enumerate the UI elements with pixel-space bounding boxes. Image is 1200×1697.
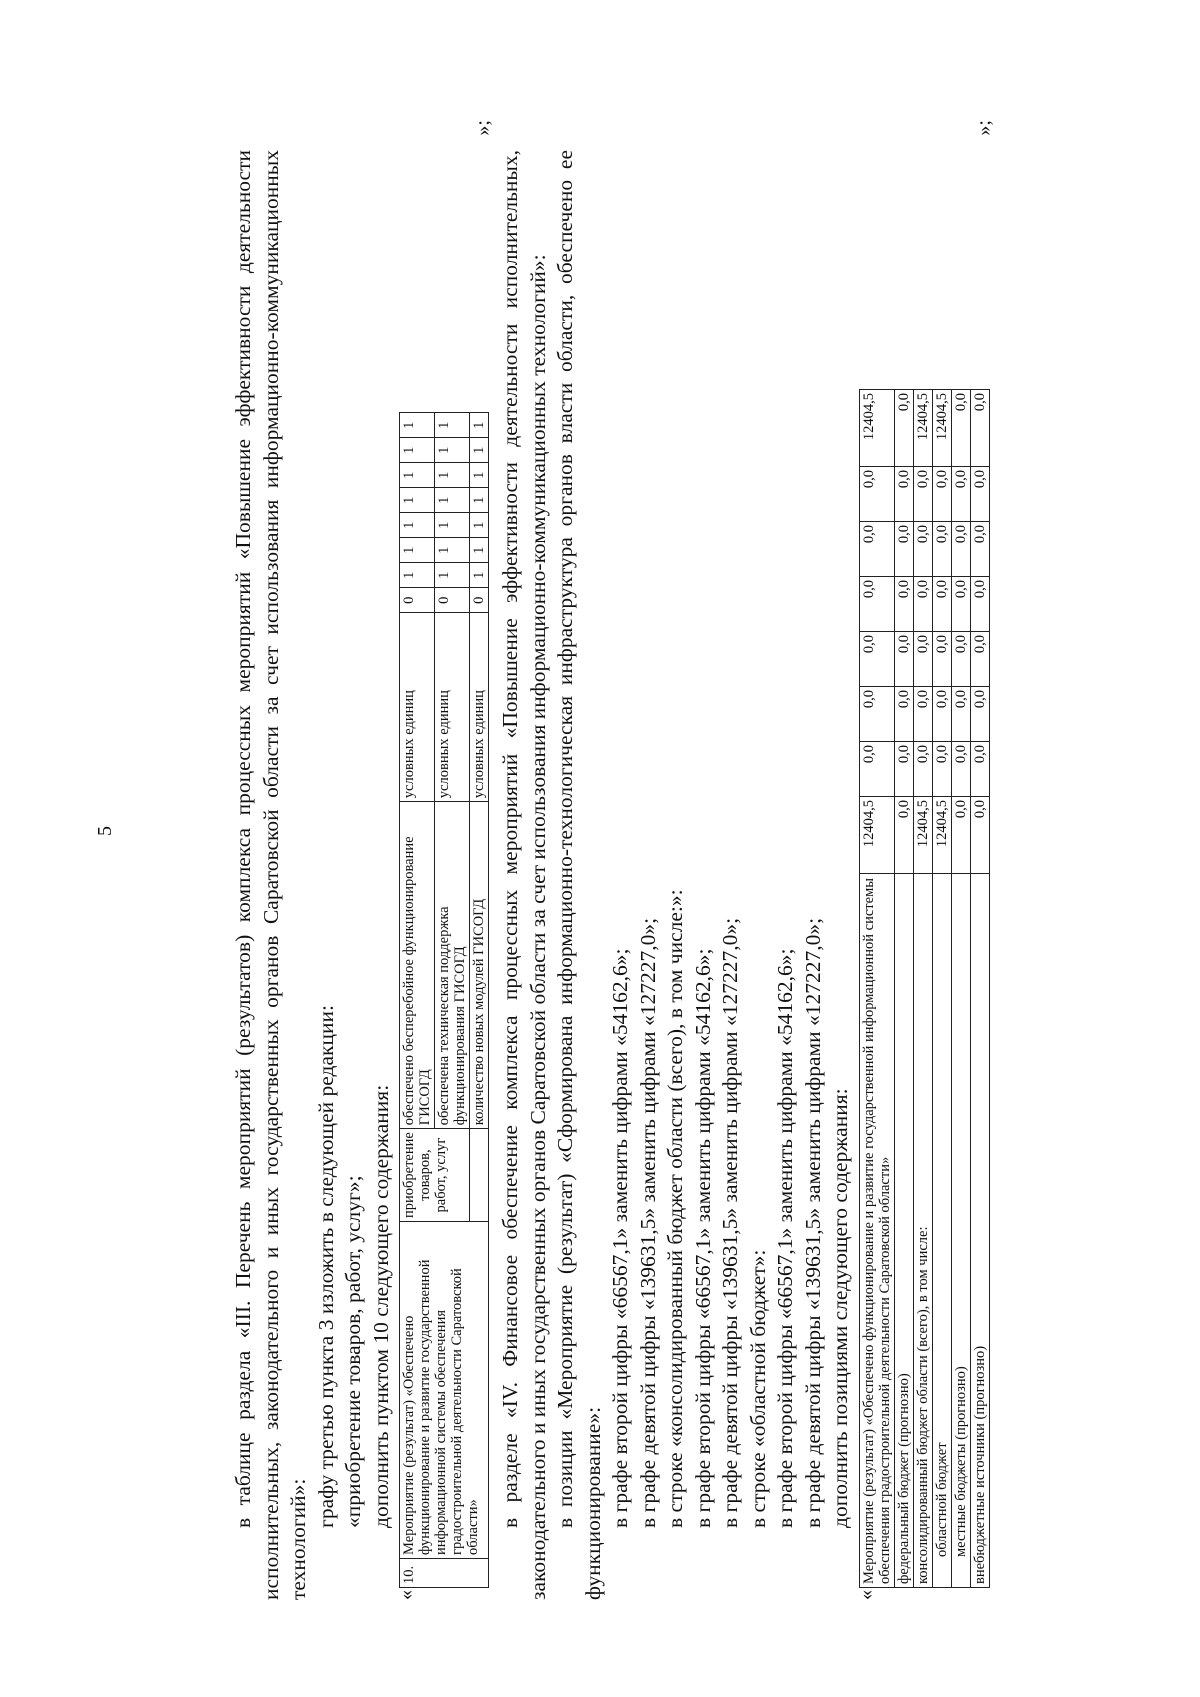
value-cell: 1 [435, 488, 470, 513]
value-cell: 0,0 [970, 687, 989, 742]
activity-name: Мероприятие (результат) «Обеспечено функционирование и развитие государственной информационной системы обеспечения градостроительной деятельности Саратовской области» [400, 1222, 489, 1559]
instruction-line: в графе второй цифры «66567,1» заменить цифрами «54162,6»; [608, 948, 632, 1528]
value-cell: 1 [435, 513, 470, 538]
value-cell: 0,0 [951, 797, 970, 874]
value-cell: 0,0 [859, 577, 894, 632]
result-cell: обеспечено бесперебойное функционирование ГИСОГД [400, 802, 435, 1129]
value-cell: 1 [470, 438, 489, 463]
value-cell: 0,0 [970, 467, 989, 522]
value-cell: 0,0 [894, 522, 913, 577]
value-cell: 0,0 [894, 577, 913, 632]
value-cell: 0,0 [932, 632, 951, 687]
value-cell: 0,0 [859, 742, 894, 797]
close-quote: »; [472, 120, 494, 136]
page-number: 5 [94, 826, 116, 836]
value-cell: 0,0 [913, 687, 932, 742]
value-cell: 0,0 [894, 632, 913, 687]
close-quote: »; [972, 120, 995, 136]
value-cell: 0,0 [951, 390, 970, 467]
instruction-line: графу третью пункта 3 изложить в следующей редакции: [313, 1005, 338, 1528]
instruction-line: дополнить пунктом 10 следующего содержания: [368, 1084, 393, 1528]
value-cell: 0,0 [932, 522, 951, 577]
value-cell: 1 [400, 563, 435, 588]
value-cell: 12404,5 [859, 797, 894, 874]
result-cell: обеспечена техническая поддержка функционирования ГИСОГД [435, 802, 470, 1129]
unit-cell: условных единиц [400, 613, 435, 802]
value-cell: 0,0 [951, 522, 970, 577]
instruction-line: в графе девятой цифры «139631,5» заменить цифрами «127227,0»; [635, 917, 660, 1528]
section-paragraph: в разделе «IV. Финансовое обеспечение комплекса процессных мероприятий «Повышение эффективности деятельности исполнительных, законодательного и иных государственных органов Саратовской области за счет использования информационно-коммуникационных технологий»: [498, 150, 550, 1600]
row-label: Мероприятие (результат) «Обеспечено функционирование и развитие государственной информационной системы обеспечения градостроительной деятельности Саратовской области» [859, 874, 894, 1588]
table-financing [854, 120, 995, 1600]
instruction-line: «приобретение товаров, работ, услуг»; [341, 1175, 365, 1528]
value-cell: 0 [435, 588, 470, 613]
instruction-line: в графе девятой цифры «139631,5» заменить цифрами «127227,0»; [718, 917, 742, 1528]
value-cell: 0,0 [970, 522, 989, 577]
value-cell: 1 [470, 563, 489, 588]
row-label: консолидированный бюджет области (всего), в том числе: [913, 874, 932, 1588]
instruction-line: в графе девятой цифры «139631,5» заменить цифрами «127227,0»; [800, 917, 825, 1528]
value-cell: 0,0 [951, 632, 970, 687]
value-cell: 0,0 [970, 577, 989, 632]
value-cell: 0,0 [859, 467, 894, 522]
value-cell: 1 [400, 538, 435, 563]
table-row [400, 413, 435, 1588]
value-cell: 0,0 [894, 467, 913, 522]
value-cell: 0,0 [894, 742, 913, 797]
unit-cell: условных единиц [435, 613, 470, 802]
row-number: 10. [400, 1559, 489, 1588]
empty-cell [470, 1129, 489, 1222]
value-cell: 1 [435, 438, 470, 463]
value-cell: 1 [470, 488, 489, 513]
value-cell: 0,0 [913, 742, 932, 797]
instruction-line: в графе второй цифры «66567,1» заменить цифрами «54162,6»; [773, 948, 797, 1528]
instruction-line: в строке «областной бюджет»: [745, 1249, 770, 1528]
value-cell: 0,0 [970, 390, 989, 467]
value-cell: 0,0 [894, 687, 913, 742]
value-cell: 0,0 [913, 577, 932, 632]
value-cell: 0,0 [932, 687, 951, 742]
value-cell: 0,0 [913, 467, 932, 522]
instruction-line: в графе второй цифры «66567,1» заменить цифрами «54162,6»; [690, 948, 715, 1528]
value-cell: 1 [470, 413, 489, 438]
value-cell: 0,0 [859, 687, 894, 742]
activity-type: приобретение товаров, работ, услуг [400, 1129, 470, 1222]
value-cell: 1 [470, 538, 489, 563]
value-cell: 12404,5 [932, 390, 951, 467]
value-cell: 1 [400, 513, 435, 538]
value-cell: 0,0 [951, 467, 970, 522]
value-cell: 0,0 [913, 522, 932, 577]
table-activities [395, 120, 494, 1600]
value-cell: 1 [470, 513, 489, 538]
value-cell: 0,0 [932, 742, 951, 797]
intro-paragraph: в таблице раздела «III. Перечень мероприятий (результатов) комплекса процессных мероприятий «Повышение эффективности деятельности исполнительных, законодательного и иных государственных органов Саратовской области за счет использования информационно-коммуникационных технологий»: [231, 150, 310, 1600]
value-cell: 0,0 [894, 390, 913, 467]
row-label: федеральный бюджет (прогнозно) [894, 874, 913, 1588]
position-paragraph: в позиции «Мероприятие (результат) «Сформирована информационно-технологическая инфраструктура органов власти области, обеспечено ее функционирование»: [553, 150, 605, 1600]
open-quote: « [395, 1590, 417, 1600]
value-cell: 0,0 [913, 632, 932, 687]
value-cell: 12404,5 [932, 797, 951, 874]
value-cell: 1 [435, 413, 470, 438]
value-cell: 0,0 [932, 467, 951, 522]
value-cell: 0,0 [951, 577, 970, 632]
value-cell: 12404,5 [913, 797, 932, 874]
value-cell: 0,0 [970, 797, 989, 874]
value-cell: 0 [470, 588, 489, 613]
value-cell: 1 [400, 463, 435, 488]
value-cell: 0,0 [859, 522, 894, 577]
instruction-line: дополнить позициями следующего содержания: [828, 1088, 852, 1528]
value-cell: 12404,5 [913, 390, 932, 467]
value-cell: 0,0 [932, 577, 951, 632]
row-label: местные бюджеты (прогнозно) [951, 874, 970, 1588]
value-cell: 1 [470, 463, 489, 488]
table-row [932, 390, 951, 1588]
document-body [230, 120, 998, 1600]
value-cell: 1 [400, 438, 435, 463]
value-cell: 1 [400, 488, 435, 513]
result-cell: количество новых модулей ГИСОГД [470, 802, 489, 1129]
table-row [951, 390, 970, 1588]
value-cell: 0 [400, 588, 435, 613]
unit-cell: условных единиц [470, 613, 489, 802]
value-cell: 1 [435, 563, 470, 588]
row-label: внебюджетные источники (прогнозно) [970, 874, 989, 1588]
value-cell: 0,0 [894, 797, 913, 874]
value-cell: 1 [435, 538, 470, 563]
table-row [859, 390, 894, 1588]
value-cell: 0,0 [859, 632, 894, 687]
table-row [894, 390, 913, 1588]
instruction-line: в строке «консолидированный бюджет области (всего), в том числе:»: [663, 889, 687, 1528]
value-cell: 12404,5 [859, 390, 894, 467]
value-cell: 0,0 [970, 742, 989, 797]
value-cell: 1 [435, 463, 470, 488]
table-row [913, 390, 932, 1588]
row-label: областной бюджет [932, 874, 951, 1588]
value-cell: 0,0 [951, 742, 970, 797]
table-row [970, 390, 989, 1588]
open-quote: « [854, 1590, 877, 1600]
value-cell: 1 [400, 413, 435, 438]
value-cell: 0,0 [951, 687, 970, 742]
value-cell: 0,0 [970, 632, 989, 687]
